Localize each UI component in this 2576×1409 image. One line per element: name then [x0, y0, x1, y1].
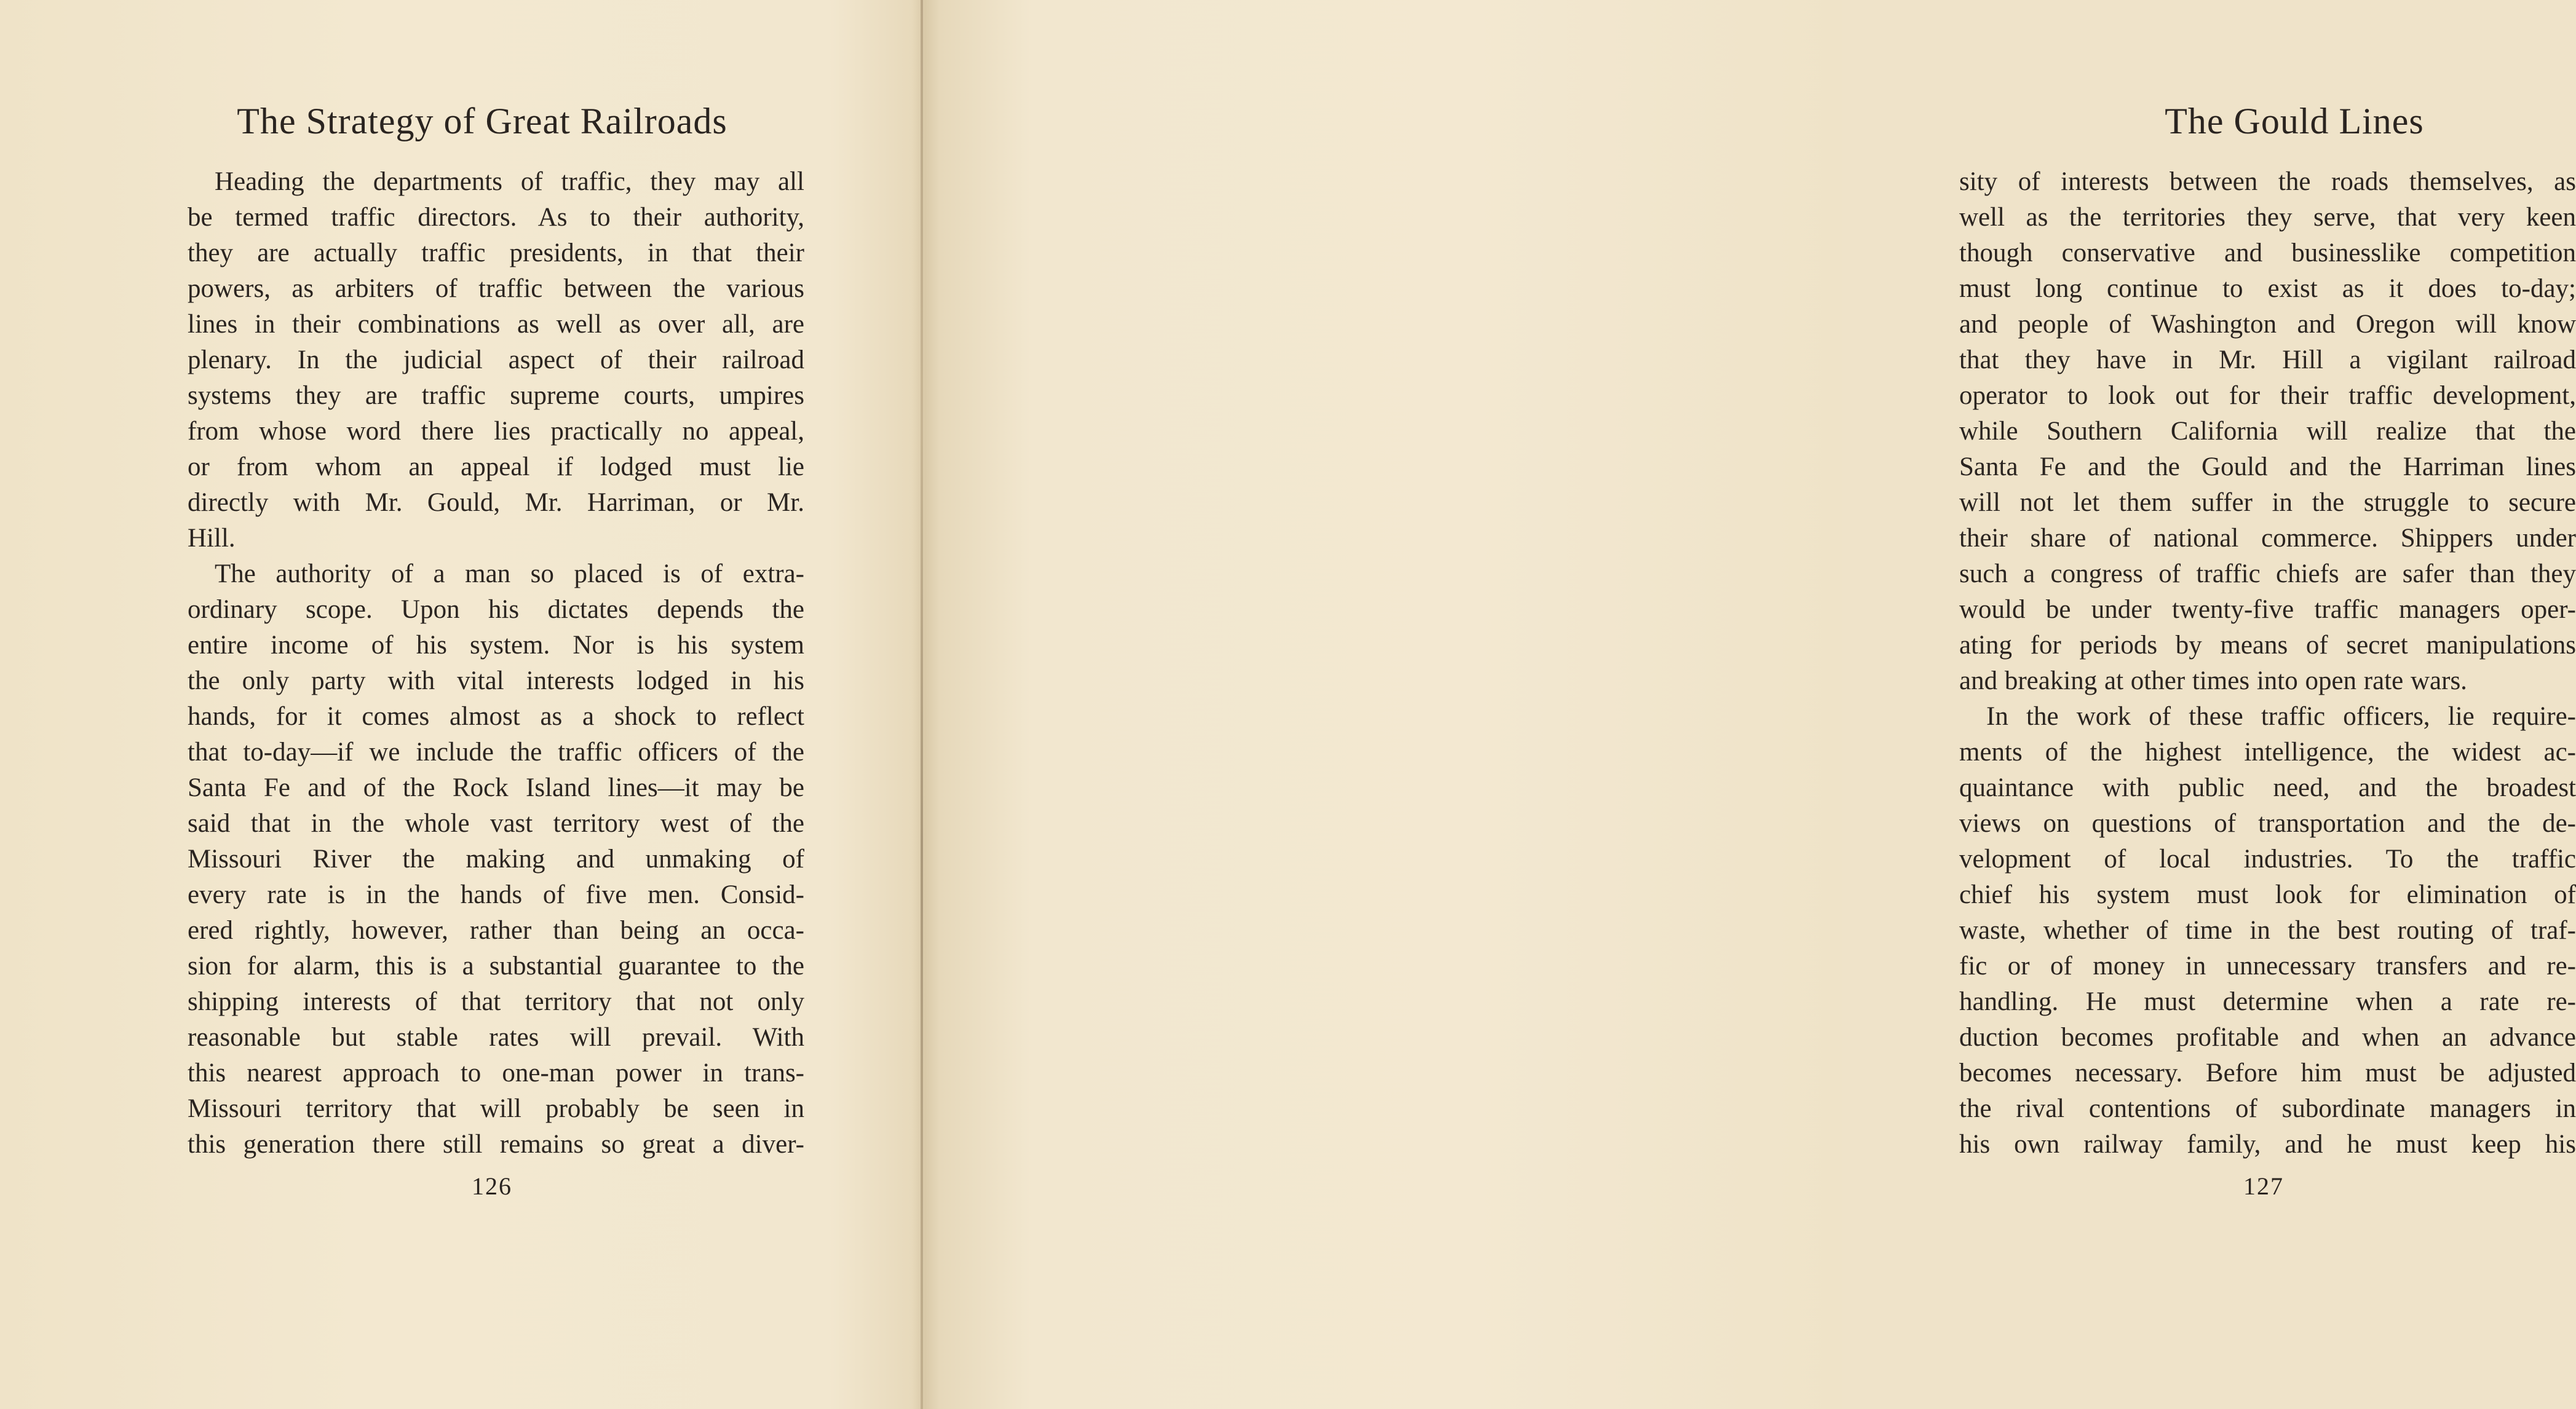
text-line: Missouri territory that will probably be seen in	[188, 1094, 804, 1123]
text-line: this nearest approach to one-man power in trans-	[188, 1059, 804, 1087]
text-line: Santa Fe and of the Rock Island lines—it may be	[188, 773, 804, 802]
text-line: be termed traffic directors. As to their authority,	[188, 203, 804, 232]
text-line: reasonable but stable rates will prevail. With	[188, 1023, 804, 1052]
text-line: said that in the whole vast territory west of the	[188, 809, 804, 838]
text-line: sion for alarm, this is a substantial guarantee to the	[188, 952, 804, 981]
text-line: becomes necessary. Before him must be adjusted	[1959, 1059, 2576, 1087]
text-line: powers, as arbiters of traffic between the various	[188, 274, 804, 303]
text-line: handling. He must determine when a rate re-	[1959, 987, 2576, 1016]
text-line: from whose word there lies practically no appeal,	[188, 417, 804, 446]
text-line: systems they are traffic supreme courts, umpires	[188, 381, 804, 410]
text-line: Missouri River the making and unmaking of	[188, 845, 804, 874]
text-line: The authority of a man so placed is of extra-	[215, 559, 804, 588]
text-line: this generation there still remains so great a diver-	[188, 1130, 804, 1159]
text-line: such a congress of traffic chiefs are safer than they	[1959, 559, 2576, 588]
text-line: Hill.	[188, 524, 236, 553]
text-line: that to-day—if we include the traffic officers of the	[188, 738, 804, 767]
text-line: and people of Washington and Oregon will know	[1959, 310, 2576, 339]
text-line: that they have in Mr. Hill a vigilant railroad	[1959, 345, 2576, 374]
text-line: though conservative and businesslike competition	[1959, 239, 2576, 267]
text-line: shipping interests of that territory that not only	[188, 987, 804, 1016]
text-line: or from whom an appeal if lodged must lie	[188, 452, 804, 481]
left-page	[0, 0, 921, 1409]
text-line: ered rightly, however, rather than being an occa-	[188, 916, 804, 945]
text-line: fic or of money in unnecessary transfers and re-	[1959, 952, 2576, 981]
text-line: while Southern California will realize that the	[1959, 417, 2576, 446]
text-line: the only party with vital interests lodged in his	[188, 666, 804, 695]
left-body-text	[188, 164, 804, 1162]
text-line: operator to look out for their traffic development,	[1959, 381, 2576, 410]
text-line: will not let them suffer in the struggle to secure	[1959, 488, 2576, 517]
text-line: quaintance with public need, and the broadest	[1959, 773, 2576, 802]
text-line: they are actually traffic presidents, in that their	[188, 239, 804, 267]
text-line: entire income of his system. Nor is his system	[188, 631, 804, 660]
text-line: lines in their combinations as well as over all, are	[188, 310, 804, 339]
left-page-number: 126	[472, 1172, 512, 1200]
text-line: ordinary scope. Upon his dictates depends the	[188, 595, 804, 624]
text-line: ments of the highest intelligence, the widest ac-	[1959, 738, 2576, 767]
text-line: must long continue to exist as it does to-day;	[1959, 274, 2576, 303]
text-line: velopment of local industries. To the traffic	[1959, 845, 2576, 874]
right-page-number: 127	[2243, 1172, 2284, 1200]
text-line: hands, for it comes almost as a shock to reflect	[188, 702, 804, 731]
text-line: directly with Mr. Gould, Mr. Harriman, or Mr.	[188, 488, 804, 517]
text-line: his own railway family, and he must keep his	[1959, 1130, 2576, 1159]
text-line: views on questions of transportation and the de-	[1959, 809, 2576, 838]
text-line: their share of national commerce. Shippers under	[1959, 524, 2576, 553]
right-running-head: The Gould Lines	[2165, 101, 2424, 141]
text-line: waste, whether of time in the best routing of traf-	[1959, 916, 2576, 945]
text-line: ating for periods by means of secret manipulations	[1959, 631, 2576, 660]
left-running-head: The Strategy of Great Railroads	[237, 101, 727, 141]
text-line: Santa Fe and the Gould and the Harriman lines	[1959, 452, 2576, 481]
right-page	[923, 0, 2576, 1409]
text-line: In the work of these traffic officers, lie require-	[1986, 702, 2576, 731]
text-line: well as the territories they serve, that very keen	[1959, 203, 2576, 232]
text-line: sity of interests between the roads themselves, as	[1959, 167, 2576, 196]
text-line: the rival contentions of subordinate managers in	[1959, 1094, 2576, 1123]
text-line: chief his system must look for elimination of	[1959, 880, 2576, 909]
text-line: duction becomes profitable and when an advance	[1959, 1023, 2576, 1052]
text-line: every rate is in the hands of five men. Consid-	[188, 880, 804, 909]
text-line: plenary. In the judicial aspect of their railroad	[188, 345, 804, 374]
text-line: would be under twenty-five traffic managers oper-	[1959, 595, 2576, 624]
text-line: Heading the departments of traffic, they may all	[215, 167, 804, 196]
text-line: and breaking at other times into open rate wars.	[1959, 666, 2467, 695]
right-body-text	[1959, 164, 2576, 1162]
